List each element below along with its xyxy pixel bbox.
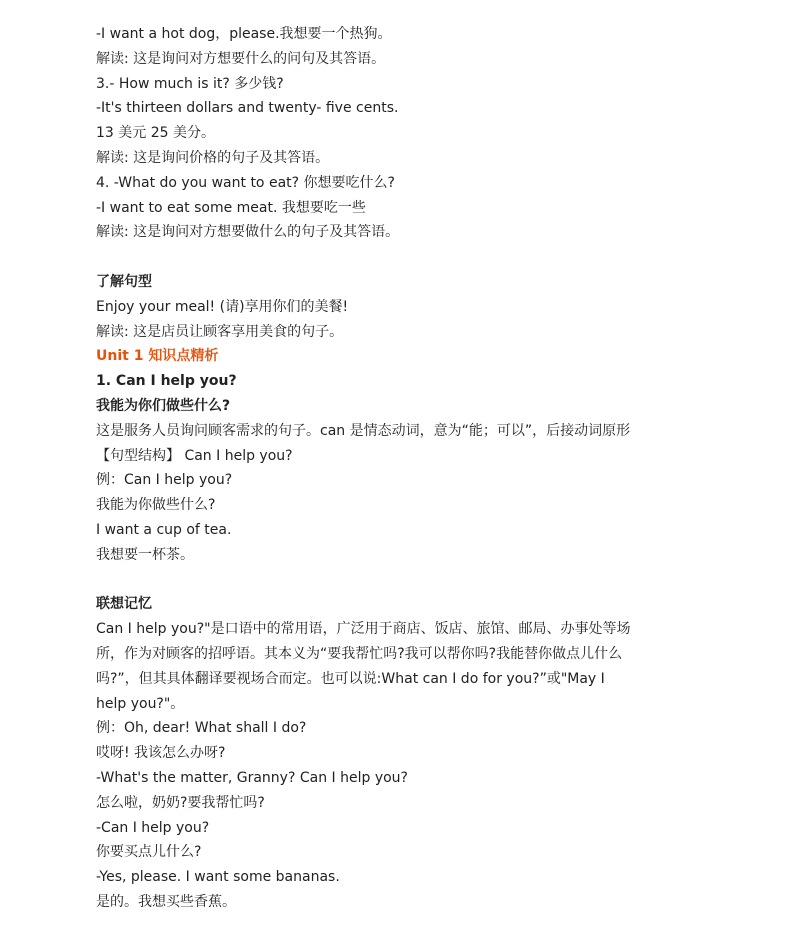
point-title: 1. Can I help you? bbox=[96, 373, 237, 390]
text-line: 【句型结构】 Can I help you? bbox=[96, 447, 293, 464]
document-body bbox=[96, 22, 736, 915]
text-line: 4. -What do you want to eat? 你想要吃什么? bbox=[96, 174, 395, 191]
text-line: -It's thirteen dollars and twenty- five cents. bbox=[96, 100, 399, 117]
text-line: 例：Can I help you? bbox=[96, 472, 233, 489]
text-line: -I want a hot dog，please.我想要一个热狗。 bbox=[96, 26, 392, 42]
paragraph-spacer bbox=[96, 245, 736, 270]
text-line: 怎么啦，奶奶?要我帮忙吗? bbox=[96, 794, 265, 811]
text-line: I want a cup of tea. bbox=[96, 521, 232, 538]
text-line: Enjoy your meal! (请)享用你们的美餐! bbox=[96, 298, 349, 315]
text-line: 所，作为对顾客的招呼语。其本义为“要我帮忙吗?我可以帮你吗?我能替你做点儿什么 bbox=[96, 645, 623, 662]
paragraph-spacer bbox=[96, 568, 736, 593]
text-line: help you?"。 bbox=[96, 695, 185, 712]
text-line: 解读: 这是询问价格的句子及其答语。 bbox=[96, 149, 330, 166]
text-line: 这是服务人员询问顾客需求的句子。can 是情态动词，意为“能；可以”，后接动词原形 bbox=[96, 422, 631, 439]
text-line: 是的。我想买些香蕉。 bbox=[96, 893, 236, 910]
text-line: 解读: 这是询问对方想要什么的问句及其答语。 bbox=[96, 50, 386, 67]
text-line: 我想要一杯茶。 bbox=[96, 546, 194, 563]
section-heading-sentence-patterns: 了解句型 bbox=[96, 273, 152, 290]
text-line: 例：Oh, dear! What shall I do? bbox=[96, 720, 307, 737]
text-line: 哎呀! 我该怎么办呀? bbox=[96, 745, 226, 762]
text-line: 3.- How much is it? 多少钱? bbox=[96, 75, 284, 92]
text-line: 13 美元 25 美分。 bbox=[96, 125, 215, 142]
text-line: 你要买点儿什么? bbox=[96, 844, 202, 861]
text-line: -Can I help you? bbox=[96, 819, 210, 836]
text-line: -I want to eat some meat. 我想要吃一些 bbox=[96, 199, 366, 216]
text-line: -What's the matter, Granny? Can I help you? bbox=[96, 769, 408, 786]
text-line: Can I help you?"是口语中的常用语，广泛用于商店、饭店、旅馆、邮局、办事处等场 bbox=[96, 621, 631, 638]
section-heading-association-memory: 联想记忆 bbox=[96, 596, 152, 613]
text-line: 我能为你做些什么? bbox=[96, 497, 216, 514]
text-line: 解读: 这是询问对方想要做什么的句子及其答语。 bbox=[96, 224, 400, 241]
text-line: 解读: 这是店员让顾客享用美食的句子。 bbox=[96, 323, 344, 340]
text-line: -Yes, please. I want some bananas. bbox=[96, 869, 340, 886]
unit-heading: Unit 1 知识点精析 bbox=[96, 348, 219, 365]
point-title-translation: 我能为你们做些什么? bbox=[96, 397, 231, 414]
text-line: 吗?”，但其具体翻译要视场合而定。也可以说:What can I do for you?”或"May I bbox=[96, 670, 605, 687]
